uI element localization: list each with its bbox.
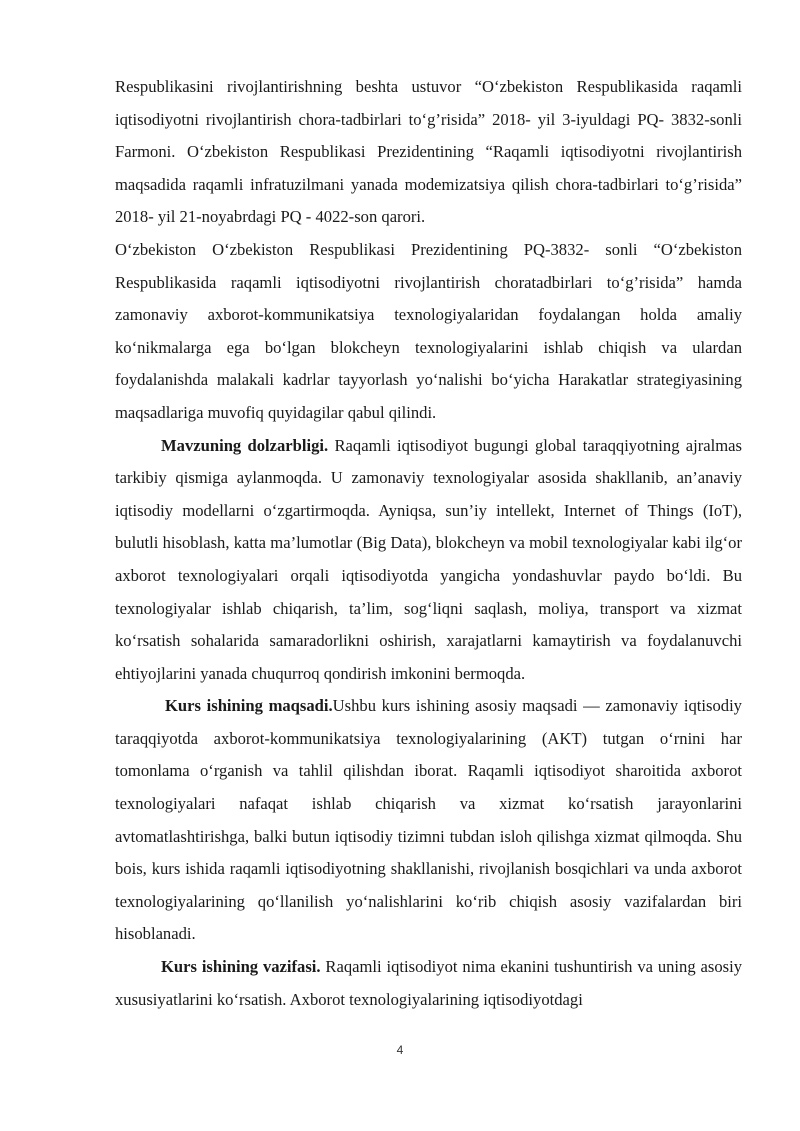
page-body [115,71,742,1016]
paragraph-goal [115,690,742,951]
relevance-heading: Mavzuning dolzarbligi. [161,435,329,455]
page-number: 4 [396,1043,404,1057]
tasks-heading: Kurs ishining vazifasi. [161,957,321,977]
paragraph-relevance [115,430,742,691]
paragraph-text: Ushbu kurs ishining asosiy maqsadi — zamonaviy iqtisodiy taraqqiyotda axborot-kommunikatsiya texnologiyalarining (AKT) tutgan o‘rnini har tomonlama o‘rganish va tahlil qilishdan iborat. Raqamli iqtisodiyot sharoitida axborot texnologiyalari nafaqat ishlab chiqarish va xizmat ko‘rsatish jarayonlarini avtomatlashtirishga, balki butun iqtisodiy tizimni tubdan isloh qilishga xizmat qilmoqda. Shu bois, kurs ishida raqamli iqtisodiyotning shakllanishi, rivojlanish bosqichlari va unda axborot texnologiyalarining qo‘llanilish yo‘nalishlarini ko‘rib chiqish asosiy vazifalardan biri hisoblanadi. [115,696,742,944]
goal-heading: Kurs ishining maqsadi. [165,696,333,716]
paragraph-text: Raqamli iqtisodiyot bugungi global taraqqiyotning ajralmas tarkibiy qismiga aylanmoqda. U zamonaviy texnologiyalar asosida shakllanib, an’anaviy iqtisodiy modellarni o‘zgartirmoqda. Ayniqsa, sun’iy intellekt, Internet of Things (IoT), bulutli hisoblash, katta ma’lumotlar (Big Data), blokcheyn va mobil texnologiyalar kabi ilg‘or axborot texnologiyalari orqali iqtisodiyotda yangicha yondashuvlar paydo bo‘ldi. Bu texnologiyalar ishlab chiqarish, ta’lim, sog‘liqni saqlash, moliya, transport va xizmat ko‘rsatish sohalarida samaradorlikni oshirish, xarajatlarni kamaytirish va foydalanuvchi ehtiyojlarini yanada chuqurroq qondirish imkonini bermoqda. [115,435,743,683]
paragraph-intro [115,71,742,234]
paragraph-text: Respublikasini rivojlantirishning beshta ustuvor “O‘zbekiston Respublikasida raqamli iqtisodiyotni rivojlantirish chora-tadbirlari to‘g’risida” 2018- yil 3-iyuldagi PQ- 3832-sonli Farmoni. O‘zbekiston Respublikasi Prezidentining “Raqamli iqtisodiyotni rivojlantirish maqsadida raqamli infratuzilmani yanada modemizatsiya qilish chora-tadbirlari to‘g’risida” 2018- yil 21-noyabrdagi PQ - 4022-son qarori. [115,77,742,227]
paragraph-text: Raqamli iqtisodiyot nima ekanini tushuntirish va uning asosiy xususiyatlarini ko‘rsatish. Axborot texnologiyalarining iqtisodiyotdagi [115,957,742,1009]
paragraph-tasks [115,951,742,1016]
paragraph-text: O‘zbekiston O‘zbekiston Respublikasi Prezidentining PQ-3832- sonli “O‘zbekiston Respublikasida raqamli iqtisodiyotni rivojlantirish choratadbirlari to‘g’risida” hamda zamonaviy axborot-kommunikatsiya texnologiyalaridan foydalangan holda amaliy ko‘nikmalarga ega bo‘lgan blokcheyn texnologiyalarini ishlab chiqish va ulardan foydalanishda malakali kadrlar tayyorlash yo‘nalishi bo‘yicha Harakatlar strategiyasining maqsadlariga muvofiq quyidagilar qabul qilindi. [115,239,742,422]
paragraph-decree [115,234,742,430]
